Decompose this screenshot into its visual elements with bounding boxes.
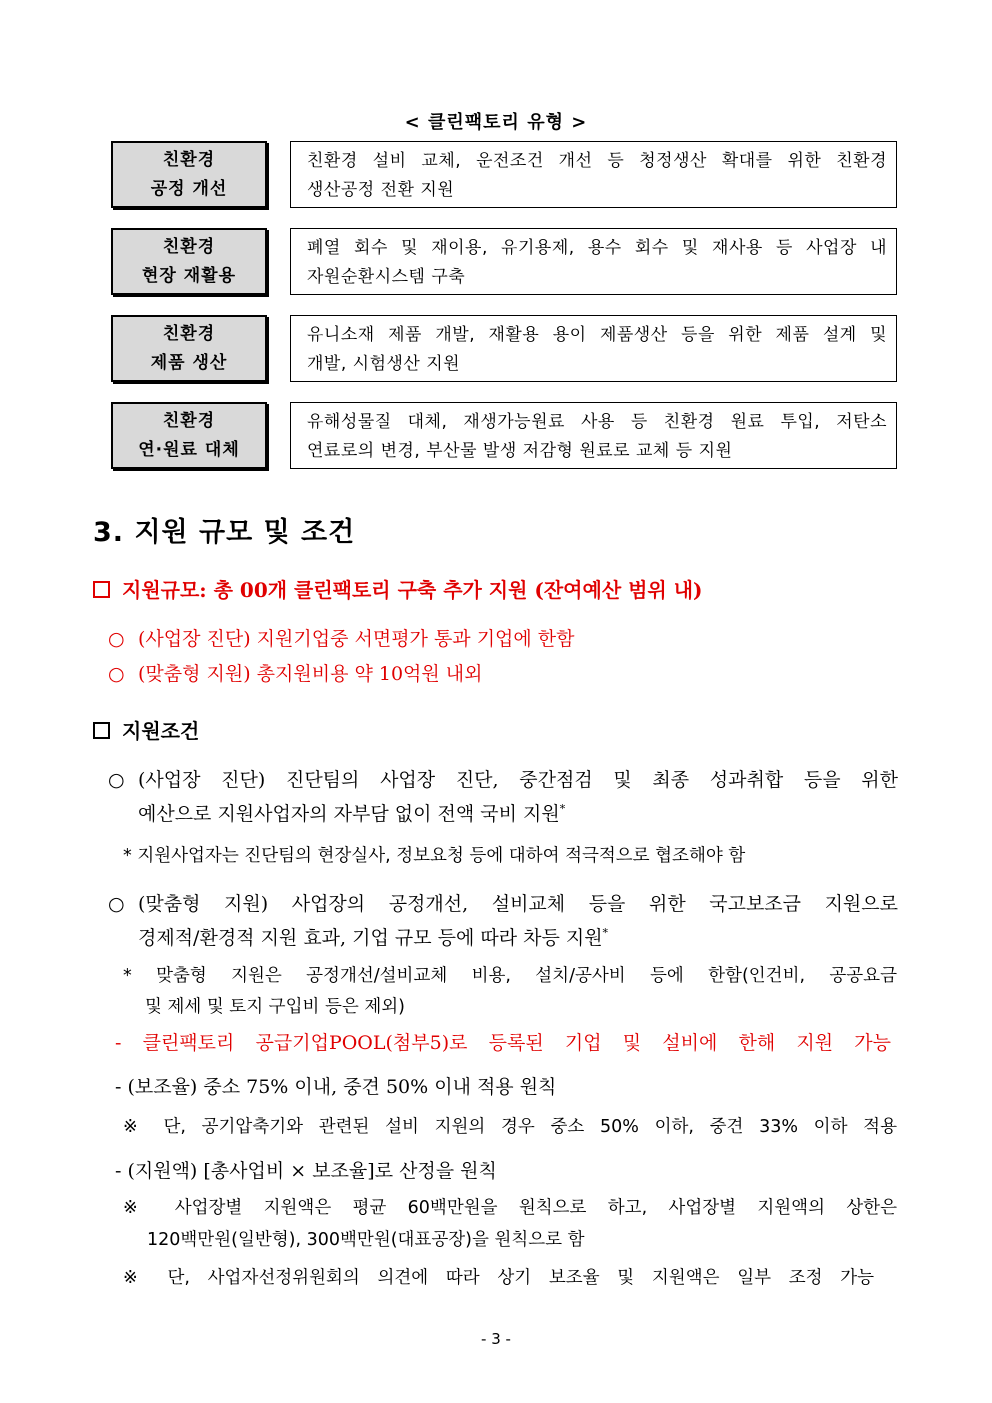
condition-bullet-custom-cont — [138, 923, 608, 950]
type-desc-line2: 자원순환시스템 구축 — [307, 267, 466, 287]
type-label-line2: 공정 개선 — [150, 178, 228, 199]
page-number: - 3 - — [481, 1330, 511, 1348]
checkbox-square-icon — [93, 581, 110, 598]
conditions-heading — [93, 715, 199, 744]
type-label-line1: 친환경 — [162, 149, 216, 170]
note-adjustment: ※ 단, 사업자선정위원회의 의견에 따라 상기 보조율 및 지원액은 일부 조정 가능 — [123, 1268, 874, 1288]
scale-bullet-text: (맞춤형 지원) 총지원비용 약 10억원 내외 — [138, 663, 483, 685]
type-desc-line2: 개발, 시험생산 지원 — [307, 354, 461, 374]
note-diagnosis: * 지원사업자는 진단팀의 현장실사, 정보요청 등에 대하여 적극적으로 협조해야 함 — [123, 846, 746, 866]
type-label-product — [111, 315, 267, 382]
note-amount-cont: 120백만원(일반형), 300백만원(대표공장)을 원칙으로 함 — [147, 1230, 585, 1250]
condition-bullet-diagnosis-cont — [138, 799, 565, 826]
type-label-line2: 연·원료 대체 — [138, 439, 240, 460]
type-desc-line1: 유해성물질 대체, 재생가능원료 사용 등 친환경 원료 투입, 저탄소 — [307, 412, 887, 432]
scale-bullet-1 — [108, 624, 575, 651]
type-label-line1: 친환경 — [162, 236, 216, 257]
type-desc-line2: 연료로의 변경, 부산물 발생 저감형 원료로 교체 등 지원 — [307, 441, 733, 461]
type-desc-recycling — [290, 228, 897, 295]
type-desc-line1: 유니소재 제품 개발, 재활용 용이 제품생산 등을 위한 제품 설계 및 — [307, 325, 887, 345]
note-compressor: ※ 단, 공기압축기와 관련된 설비 지원의 경우 중소 50% 이하, 중견 33% 이하 적용 — [123, 1117, 897, 1137]
type-label-line2: 현장 재활용 — [141, 265, 237, 286]
dash-subsidy-rate: - (보조율) 중소 75% 이내, 중견 50% 이내 적용 원칙 — [115, 1076, 557, 1098]
condition-text: 예산으로 지원사업자의 자부담 없이 전액 국비 지원 — [138, 803, 560, 825]
type-label-line2: 제품 생산 — [150, 352, 228, 373]
type-desc-line1: 친환경 설비 교체, 운전조건 개선 등 청정생산 확대를 위한 친환경 — [307, 151, 887, 171]
type-label-material — [111, 402, 267, 469]
section-heading: 3. 지원 규모 및 조건 — [93, 517, 356, 548]
circle-bullet-icon: ○ — [108, 663, 125, 685]
dash-support-amount: - (지원액) [총사업비 × 보조율]로 산정을 원칙 — [115, 1160, 497, 1182]
condition-bullet-diagnosis — [108, 765, 898, 792]
type-label-line1: 친환경 — [162, 410, 216, 431]
condition-bullet-custom — [108, 889, 898, 916]
conditions-title: 지원조건 — [122, 719, 200, 743]
type-desc-material — [290, 402, 897, 469]
circle-bullet-icon: ○ — [108, 628, 125, 650]
dash-pool: - 클린팩토리 공급기업POOL(첨부5)로 등록된 기업 및 설비에 한해 지원 가능 — [115, 1032, 891, 1054]
note-custom-cont: 및 제세 및 토지 구입비 등은 제외) — [145, 997, 405, 1017]
condition-text: (사업장 진단) 진단팀의 사업장 진단, 중간점검 및 최종 성과취합 등을 위한 — [138, 769, 898, 791]
type-label-line1: 친환경 — [162, 323, 216, 344]
scale-bullet-text: (사업장 진단) 지원기업중 서면평가 통과 기업에 한함 — [138, 628, 575, 650]
scale-heading — [93, 574, 703, 603]
type-label-recycling — [111, 228, 267, 295]
type-desc-line2: 생산공정 전환 지원 — [307, 180, 455, 200]
note-custom: * 맞춤형 지원은 공정개선/설비교체 비용, 설치/공사비 등에 한함(인건비, 공공요금 — [123, 966, 897, 986]
footnote-mark: * — [559, 802, 566, 816]
checkbox-square-icon — [93, 722, 110, 739]
condition-text: (맞춤형 지원) 사업장의 공정개선, 설비교체 등을 위한 국고보조금 지원으로 — [138, 893, 898, 915]
scale-title: 지원규모: 총 00개 클린팩토리 구축 추가 지원 (잔여예산 범위 내) — [122, 578, 703, 602]
condition-text: 경제적/환경적 지원 효과, 기업 규모 등에 따라 차등 지원 — [138, 927, 603, 949]
circle-bullet-icon: ○ — [108, 769, 125, 791]
footnote-mark: * — [602, 926, 609, 940]
note-amount: ※ 사업장별 지원액은 평균 60백만원을 원칙으로 하고, 사업장별 지원액의 상한은 — [123, 1198, 897, 1218]
types-title: < 클린팩토리 유형 > — [404, 112, 588, 133]
circle-bullet-icon: ○ — [108, 893, 125, 915]
type-desc-line1: 폐열 회수 및 재이용, 유기용제, 용수 회수 및 재사용 등 사업장 내 — [307, 238, 887, 258]
type-desc-process — [290, 141, 897, 208]
scale-bullet-2 — [108, 659, 483, 686]
type-desc-product — [290, 315, 897, 382]
type-label-process — [111, 141, 267, 208]
